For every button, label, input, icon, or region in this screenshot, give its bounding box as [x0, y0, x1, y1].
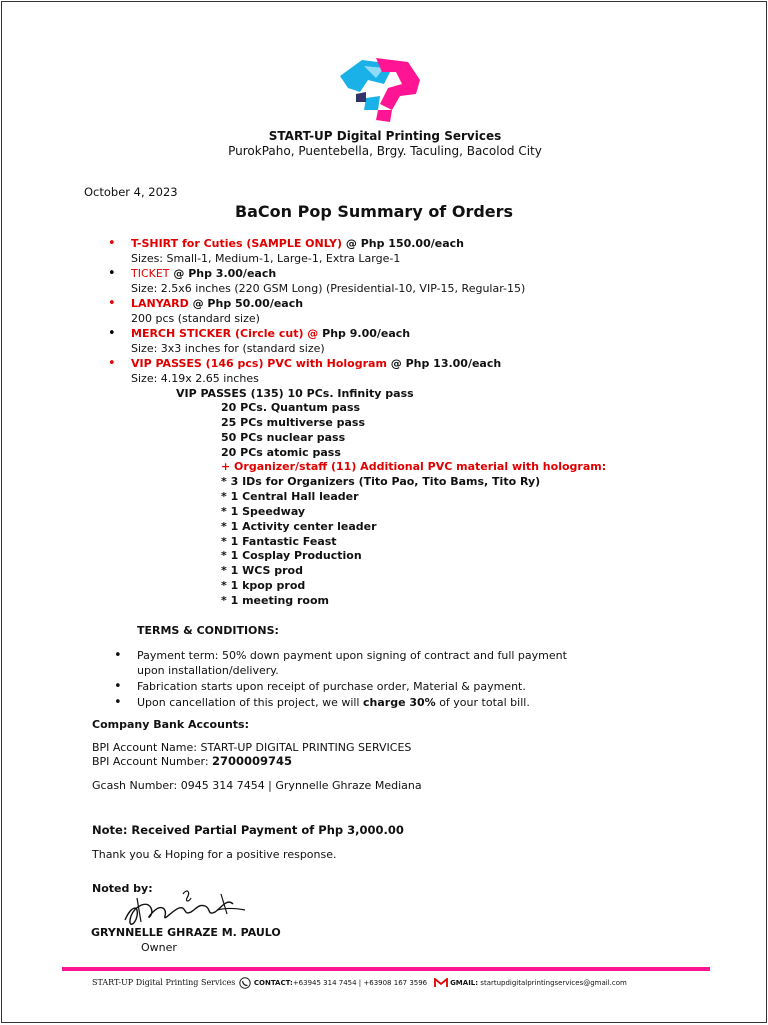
- order-detail: Size: 3x3 inches for (standard size): [131, 342, 325, 355]
- order-detail: Size: 4.19x 2.65 inches: [131, 372, 259, 385]
- gcash-number: Gcash Number: 0945 314 7454 | Grynnelle Ghraze Mediana: [92, 779, 422, 792]
- document-title: BaCon Pop Summary of Orders: [234, 202, 514, 221]
- organizer-item: * 1 WCS prod: [221, 564, 303, 578]
- vip-passes-heading: VIP PASSES (135) 10 PCs. Infinity pass: [176, 387, 414, 400]
- bank-account-number: [92, 754, 292, 768]
- order-price: @ Php 13.00/each: [386, 357, 502, 370]
- order-label: T-SHIRT for Cuties (SAMPLE ONLY): [131, 237, 343, 250]
- gmail-value: startupdigitalprintingservices@gmail.com: [480, 979, 627, 987]
- order-item: [94, 296, 694, 326]
- terms-title: TERMS & CONDITIONS:: [137, 624, 279, 637]
- order-price: @ Php 150.00/each: [342, 237, 464, 250]
- terms-list: [114, 648, 594, 711]
- organizer-item: * 1 Activity center leader: [221, 519, 377, 533]
- order-item: [94, 266, 694, 296]
- terms-item: • Fabrication starts upon receipt of purchase order, Material & payment.: [114, 679, 594, 694]
- organizer-item: * 3 IDs for Organizers (Tito Pao, Tito Bams, Tito Ry): [221, 475, 541, 489]
- organizer-item: * 1 Fantastic Feast: [221, 534, 337, 548]
- gmail-label: GMAIL:: [450, 979, 479, 987]
- footer-company: START-UP Digital Printing Services: [92, 978, 236, 987]
- phone-icon: [238, 977, 252, 989]
- payment-note: Note: Received Partial Payment of Php 3,000.00: [92, 823, 404, 837]
- terms-item: [114, 695, 594, 710]
- contact-value: +63945 314 7454 | +63908 167 3596: [292, 979, 428, 987]
- pass-line: 50 PCs nuclear pass: [221, 430, 346, 444]
- order-detail: 200 pcs (standard size): [131, 312, 260, 325]
- order-detail: Size: 2.5x6 inches (220 GSM Long) (Presidential-10, VIP-15, Regular-15): [131, 282, 526, 295]
- document-date: October 4, 2023: [84, 185, 178, 199]
- bank-account-name: BPI Account Name: START-UP DIGITAL PRINTING SERVICES: [92, 741, 412, 754]
- bank-accounts-title: Company Bank Accounts:: [92, 718, 249, 731]
- order-item: [94, 236, 694, 266]
- terms-item: • Payment term: 50% down payment upon signing of contract and full payment upon installation/delivery.: [114, 648, 594, 678]
- pass-line: 25 PCs multiverse pass: [221, 415, 366, 429]
- order-price: @ Php 50.00/each: [188, 297, 304, 310]
- terms-text: of your total bill.: [435, 696, 530, 709]
- footer: [92, 977, 712, 989]
- organizer-item: * 1 meeting room: [221, 593, 330, 607]
- signer-role: Owner: [141, 941, 177, 954]
- organizer-item: * 1 Speedway: [221, 504, 306, 518]
- order-price: Php 9.00/each: [318, 327, 411, 340]
- company-address: PurokPaho, Puentebella, Brgy. Taculing, Bacolod City: [228, 144, 542, 158]
- noted-by-label: Noted by:: [92, 882, 153, 895]
- bank-number-value: 2700009745: [212, 754, 293, 768]
- organizer-item: * 1 kpop prod: [221, 579, 306, 593]
- gmail-icon: [434, 978, 448, 988]
- order-label: LANYARD: [131, 297, 189, 310]
- company-name: START-UP Digital Printing Services: [268, 129, 502, 143]
- pass-line: 20 PCs atomic pass: [221, 445, 341, 459]
- order-item: [94, 326, 694, 356]
- order-label: TICKET: [131, 267, 170, 280]
- bank-number-label: BPI Account Number:: [92, 755, 213, 768]
- orders-list: [94, 236, 694, 386]
- order-item: [94, 356, 694, 386]
- organizer-item: * 1 Central Hall leader: [221, 490, 359, 504]
- footer-divider: [62, 967, 710, 971]
- organizer-heading: + Organizer/staff (11) Additional PVC material with hologram:: [221, 460, 607, 474]
- printing-logo-icon: [336, 54, 422, 124]
- terms-emphasis: charge 30%: [363, 696, 436, 709]
- thank-you-line: Thank you & Hoping for a positive response.: [92, 848, 337, 861]
- order-label: MERCH STICKER (Circle cut) @: [131, 327, 319, 340]
- order-price: @ Php 3.00/each: [169, 267, 277, 280]
- passes-breakdown: [221, 401, 606, 609]
- organizer-item: * 1 Cosplay Production: [221, 549, 362, 563]
- pass-line: 20 PCs. Quantum pass: [221, 401, 361, 414]
- order-detail: Sizes: Small-1, Medium-1, Large-1, Extra Large-1: [131, 252, 401, 265]
- contact-label: CONTACT:: [253, 979, 293, 987]
- document-page: [1, 1, 767, 1023]
- signer-name: GRYNNELLE GHRAZE M. PAULO: [91, 926, 281, 939]
- order-label: VIP PASSES (146 pcs) PVC with Hologram: [131, 357, 387, 370]
- terms-text: Upon cancellation of this project, we will: [137, 696, 363, 709]
